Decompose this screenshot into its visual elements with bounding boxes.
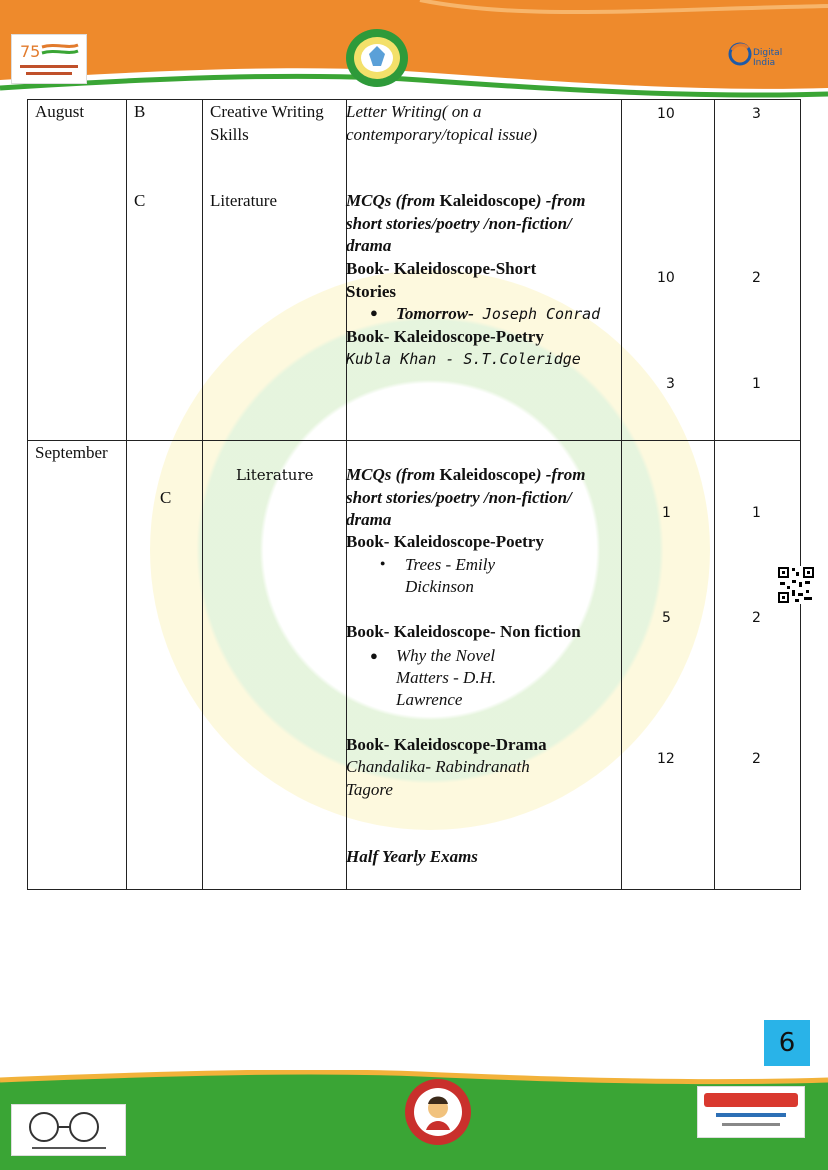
aug-kubla-khan: Kubla Khan - S.T.Coleridge [346,350,581,368]
sep-chandalika-line1: Chandalika- Rabindranath [346,757,530,776]
aug-mcq-line3: drama [346,236,392,255]
sep-mcq-post: ) -from [535,465,586,484]
sep-number-3: 5 [662,610,671,626]
aug-b-number-2: 3 [752,106,761,122]
bullet-icon: ● [370,305,378,320]
month-september: September [35,443,108,462]
beti-bachao-emblem [404,1078,472,1146]
unit-b: B [134,102,146,121]
aug-book-short-stories: Book- Kaleidoscope-Short Stories [346,259,537,301]
sep-trees-line2: Dickinson [405,577,474,596]
topic-literature-august: Literature [210,191,278,210]
header-banner [0,0,828,100]
aug-c-number-3: 3 [666,376,675,392]
aug-c-number-1: 10 [657,270,675,286]
topic-creative-writing: Creative Writing Skills [210,102,324,144]
shiksha-ka-adhikar-logo [697,1086,805,1138]
aug-b-number-1: 10 [657,106,675,122]
bullet-icon: ● [380,558,386,568]
unit-c-august: C [134,191,146,210]
topic-literature-september: Literature [236,466,314,484]
sep-number-5: 12 [657,751,675,767]
sep-book-nonfiction: Book- Kaleidoscope- Non fiction [346,622,581,641]
sep-mcq-heading [346,464,621,532]
aug-tomorrow-author: Joseph Conrad [473,305,601,323]
unit-c-september: C [160,488,172,507]
month-august: August [35,102,85,121]
swachh-bharat-logo [11,1104,126,1156]
digital-india-logo [728,38,798,72]
azadi-logo [11,34,87,84]
sep-novel-line1: Why the Novel [396,646,496,665]
aug-book-poetry: Book- Kaleidoscope-Poetry [346,327,544,346]
sep-novel-line3: Lawrence [396,690,463,709]
sep-chandalika-line2: Tagore [346,780,393,799]
sep-book-drama: Book- Kaleidoscope-Drama [346,735,547,754]
bullet-icon: ● [370,648,378,663]
sep-trees-line1: Trees - Emily [405,555,496,574]
aug-tomorrow-title: Tomorrow- [396,304,474,323]
aug-mcq-line2: short stories/poetry /non-fiction/ [346,213,572,233]
sep-half-yearly-exams: Half Yearly Exams [346,847,478,866]
sep-novel-line2: Matters - D.H. [396,668,497,687]
aug-mcq-post: ) -from [535,191,586,210]
digital-india-text: Digital India [753,48,783,68]
sep-mcq-pre: MCQs (from [346,465,440,484]
page-number: 6 [764,1020,810,1066]
sep-mcq-line3: drama [346,510,392,529]
aug-c-number-2: 2 [752,270,761,286]
letter-writing-text: Letter Writing( on a contemporary/topical issue) [346,102,538,144]
sep-number-6: 2 [752,751,761,767]
svg-text:75: 75 [20,42,41,61]
sep-book-poetry: Book- Kaleidoscope-Poetry [346,532,544,551]
qr-code-icon[interactable] [777,566,815,604]
sep-number-2: 1 [752,505,761,521]
aug-tomorrow-line [396,303,621,326]
sep-number-4: 2 [752,610,761,626]
sep-mcq-line2: short stories/poetry /non-fiction/ [346,487,572,507]
aug-mcq-heading [346,190,621,258]
sep-number-1: 1 [662,505,671,521]
sep-mcq-kaleidoscope: Kaleidoscope [439,465,536,484]
aug-mcq-kaleidoscope: Kaleidoscope [439,191,536,210]
aug-mcq-pre: MCQs (from [346,191,440,210]
aug-c-number-4: 1 [752,376,761,392]
board-emblem [345,28,409,88]
